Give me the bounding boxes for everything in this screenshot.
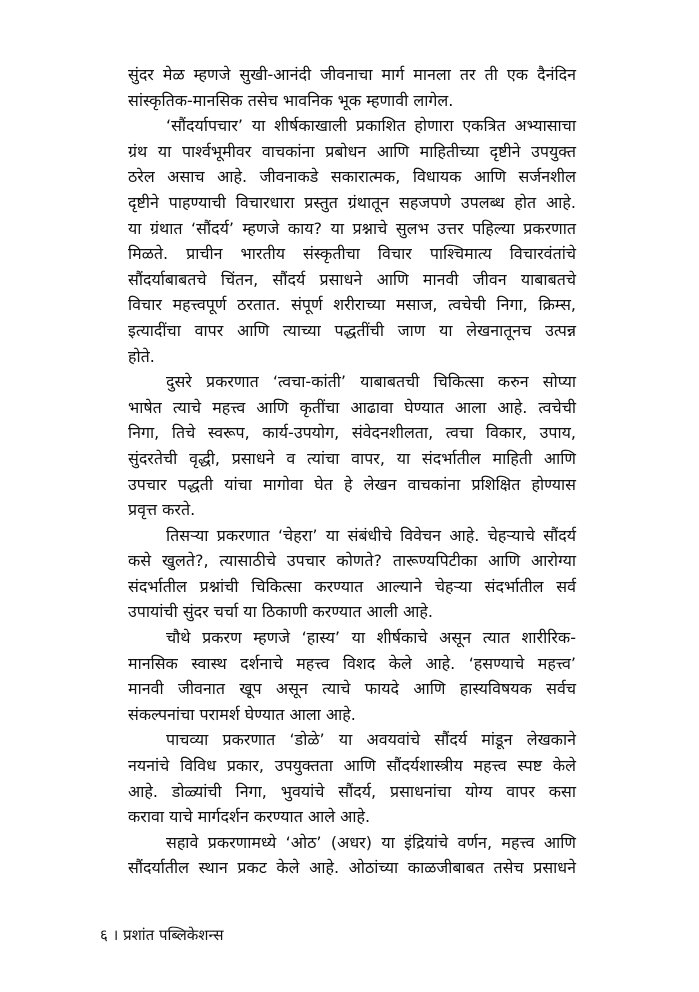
text-line: ठरेल असाच आहे. जीवनाकडे सकारात्मक, विधायक आणि सर्जनशील xyxy=(128,167,576,187)
text-line: मानसिक स्वास्थ दर्शनाचे महत्त्व विशद केले आहे. ‘हसण्याचे महत्त्व’ xyxy=(128,653,576,673)
paragraph xyxy=(128,62,576,113)
text-line: नयनांचे विविध प्रकार, उपयुक्तता आणि सौंदर्यशास्त्रीय महत्त्व स्पष्ट केले xyxy=(128,756,576,776)
text-line: आहे. डोळ्यांची निगा, भुवयांचे सौंदर्य, प्रसाधनांचा योग्य वापर कसा xyxy=(128,781,576,801)
text-line: सांस्कृतिक-मानसिक तसेच भावनिक भूक म्हणावी लागेल. xyxy=(128,90,454,110)
text-line: मानवी जीवनात खूप असून त्याचे फायदे आणि हास्यविषयक सर्वच xyxy=(128,679,576,699)
text-line: तिसऱ्या प्रकरणात ‘चेहरा’ या संबंधीचे विवेचन आहे. चेहऱ्याचे सौंदर्य xyxy=(166,525,576,545)
text-line: पाचव्या प्रकरणात ‘डोळे’ या अवयवांचे सौंदर्य मांडून लेखकाने xyxy=(166,730,576,750)
text-line: सुंदरतेची वृद्धी, प्रसाधने व त्यांचा वापर, या संदर्भातील माहिती आणि xyxy=(128,448,576,468)
text-line: सौंदर्याबाबतचे चिंतन, सौंदर्य प्रसाधने आणि मानवी जीवन याबाबतचे xyxy=(128,269,576,289)
text-line: भाषेत त्याचे महत्त्व आणि कृतींचा आढावा घेण्यात आला आहे. त्वचेची xyxy=(128,397,576,417)
text-line: सौंदर्यातील स्थान प्रकट केले आहे. ओठांच्या काळजीबाबत तसेच प्रसाधने xyxy=(128,858,576,878)
text-line: या ग्रंथात ‘सौंदर्य’ म्हणजे काय? या प्रश्नाचे सुलभ उत्तर पहिल्या प्रकरणात xyxy=(128,218,576,238)
text-line: उपायांची सुंदर चर्चा या ठिकाणी करण्यात आली आहे. xyxy=(128,602,433,622)
text-line: होते. xyxy=(128,346,155,366)
publisher-name: प्रशांत पब्लिकेशन्स xyxy=(123,926,224,944)
text-line: दृष्टीने पाहण्याची विचारधारा प्रस्तुत ग्रंथातून सहजपणे उपलब्ध होत आहे. xyxy=(128,192,576,212)
text-line: उपचार पद्धती यांचा मागोवा घेत हे लेखन वाचकांना प्रशिक्षित होण्यास xyxy=(128,474,576,494)
text-line: संदर्भातील प्रश्नांची चिकित्सा करण्यात आल्याने चेहऱ्या संदर्भातील सर्व xyxy=(128,576,576,596)
paragraph xyxy=(128,113,576,369)
text-line: संकल्पनांचा परामर्श घेण्यात आला आहे. xyxy=(128,704,356,724)
text-line: ग्रंथ या पार्श्वभूमीवर वाचकांना प्रबोधन आणि माहितीच्या दृष्टीने उपयुक्त xyxy=(128,141,576,161)
text-line: चौथे प्रकरण म्हणजे ‘हास्य’ या शीर्षकाचे असून त्यात शारीरिक- xyxy=(166,628,576,648)
paragraph xyxy=(128,369,576,523)
text-line: दुसरे प्रकरणात ‘त्वचा-कांती’ याबाबतची चिकित्सा करुन सोप्या xyxy=(166,372,576,392)
text-line: प्रवृत्त करते. xyxy=(128,500,196,520)
text-line: विचार महत्त्वपूर्ण ठरतात. संपूर्ण शरीराच्या मसाज, त्वचेची निगा, क्रिम्स, xyxy=(128,295,576,315)
footer-separator: । xyxy=(112,926,119,944)
text-line: सहावे प्रकरणामध्ये ‘ओठ’ (अधर) या इंद्रियांचे वर्णन, महत्त्व आणि xyxy=(166,832,576,852)
text-line: मिळते. प्राचीन भारतीय संस्कृतीचा विचार पाश्चिमात्य विचारवंतांचे xyxy=(128,244,576,264)
text-line: कसे खुलते?, त्यासाठीचे उपचार कोणते? तारूण्यपिटीका आणि आरोग्या xyxy=(128,551,576,571)
text-line: इत्यादींचा वापर आणि त्याच्या पद्धतींची जाण या लेखनातूनच उत्पन्न xyxy=(128,320,576,340)
page-number: ६ xyxy=(100,926,108,944)
body-text xyxy=(128,62,576,881)
text-line: सुंदर मेळ म्हणजे सुखी-आनंदी जीवनाचा मार्ग मानला तर ती एक दैनंदिन xyxy=(128,65,576,84)
paragraph xyxy=(128,523,576,625)
paragraph xyxy=(128,625,576,727)
text-line: ‘सौंदर्यापचार’ या शीर्षकाखाली प्रकाशित होणारा एकत्रित अभ्यासाचा xyxy=(166,116,576,136)
text-line: करावा याचे मार्गदर्शन करण्यात आले आहे. xyxy=(128,807,371,827)
paragraph xyxy=(128,727,576,829)
paragraph xyxy=(128,830,576,881)
text-line: निगा, तिचे स्वरूप, कार्य-उपयोग, संवेदनशीलता, त्वचा विकार, उपाय, xyxy=(128,423,576,443)
page-footer xyxy=(100,924,223,946)
